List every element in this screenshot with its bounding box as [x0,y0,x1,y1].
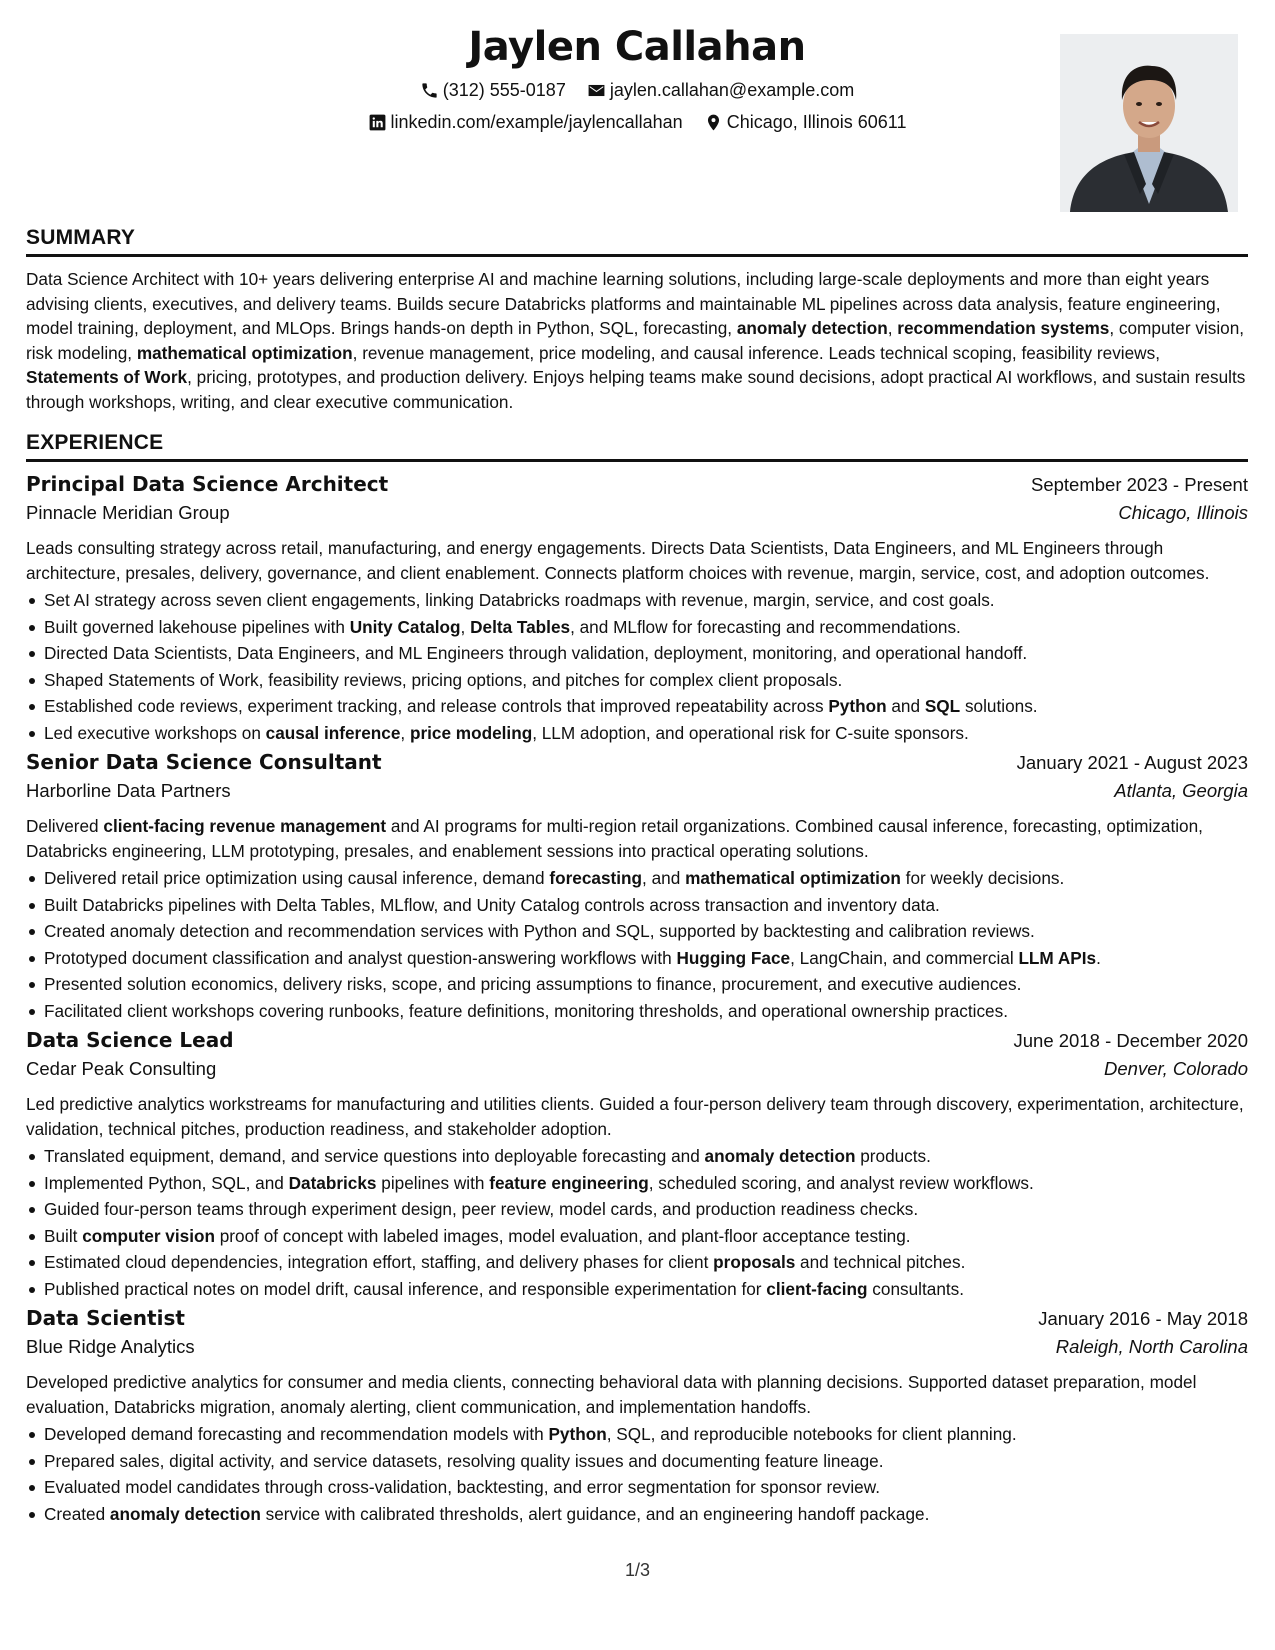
job-bullet: Prepared sales, digital activity, and service datasets, resolving quality issues and documenting feature lineage. [26,1448,1248,1475]
job-bullet: Established code reviews, experiment tracking, and release controls that improved repeatability across Python and SQL solutions. [26,693,1248,720]
job-description: Leads consulting strategy across retail, manufacturing, and energy engagements. Directs Data Scientists, Data Engineers, and ML Engineers through architecture, presales, delivery, governance, and client enablement. Connects platform choices with revenue, margin, service, cost, and adoption outcomes. [26,538,1210,583]
job-header [26,1028,1248,1058]
job-subheader [26,1336,1248,1368]
job-bullet: Facilitated client workshops covering runbooks, feature definitions, monitoring thresholds, and operational ownership practices. [26,998,1248,1025]
job-bullet: Built Databricks pipelines with Delta Tables, MLflow, and Unity Catalog controls across transaction and inventory data. [26,892,1248,919]
job-header [26,472,1248,502]
summary-heading: SUMMARY [26,226,1248,257]
job-bullet: Led executive workshops on causal inference, price modeling, LLM adoption, and operational risk for C-suite sponsors. [26,720,1248,747]
job-entry [26,472,1248,746]
job-bullet-list [26,865,1248,1024]
job-bullet: Delivered retail price optimization using causal inference, demand forecasting, and mathematical optimization for weekly decisions. [26,865,1248,892]
resume-header [26,0,1248,220]
resume-page [26,0,1248,1650]
job-bullet: Evaluated model candidates through cross-validation, backtesting, and error segmentation for sponsor review. [26,1474,1248,1501]
job-subheader [26,502,1248,534]
job-bullet: Published practical notes on model drift, causal inference, and responsible experimentation for client-facing consultants. [26,1276,1248,1303]
envelope-icon [587,81,606,100]
job-location: Raleigh, North Carolina [1055,1336,1248,1357]
job-dates: September 2023 - Present [1031,474,1248,495]
experience-section [26,431,1248,1527]
company-name: Cedar Peak Consulting [26,1058,217,1079]
company-name: Harborline Data Partners [26,780,231,801]
location-text: Chicago, Illinois 60611 [726,112,907,132]
company-name: Blue Ridge Analytics [26,1336,195,1357]
summary-section [26,226,1248,414]
profile-photo [1060,34,1238,212]
job-bullet: Built governed lakehouse pipelines with Unity Catalog, Delta Tables, and MLflow for forecasting and recommendations. [26,614,1248,641]
job-entry [26,1028,1248,1302]
job-bullet-list [26,1421,1248,1527]
job-bullet: Translated equipment, demand, and service questions into deployable forecasting and anomaly detection products. [26,1143,1248,1170]
job-description: Delivered client-facing revenue management and AI programs for multi-region retail organizations. Combined causal inference, forecasting, optimization, Databricks engineering, LLM prototyping, presales, and enablement sessions into practical operating solutions. [26,816,1203,861]
job-description: Led predictive analytics workstreams for manufacturing and utilities clients. Guided a four-person delivery team through discovery, experimentation, architecture, validation, technical pitches, production readiness, and stakeholder adoption. [26,1094,1244,1139]
job-bullet: Presented solution economics, delivery risks, scope, and pricing assumptions to finance, procurement, and executive audiences. [26,971,1248,998]
job-header [26,1306,1248,1336]
summary-text: Data Science Architect with 10+ years delivering enterprise AI and machine learning solutions, including large-scale deployments and more than eight years advising clients, executives, and delivery teams. Builds secure Databricks platforms and maintainable ML pipelines across data analysis, feature engineering, model training, deployment, and MLOps. Brings hands-on depth in Python, SQL, forecasting, anomaly detection, recommendation systems, computer vision, risk modeling, mathematical optimization, revenue management, price modeling, and causal inference. Leads technical scoping, feasibility reviews, Statements of Work, pricing, prototypes, and production delivery. Enjoys helping teams make sound decisions, adopt practical AI workflows, and sustain results through workshops, writing, and clear executive communication. [26,269,1246,412]
company-name: Pinnacle Meridian Group [26,502,230,523]
job-bullet: Built computer vision proof of concept with labeled images, model evaluation, and plant-floor acceptance testing. [26,1223,1248,1250]
job-subheader [26,1058,1248,1090]
email-text: jaylen.callahan@example.com [609,80,855,100]
candidate-name: Jaylen Callahan [468,24,806,70]
linkedin-icon [368,113,387,132]
job-description: Developed predictive analytics for consumer and media clients, connecting behavioral data with planning decisions. Supported dataset preparation, model evaluation, Databricks migration, anomaly alerting, client communication, and implementation handoffs. [26,1372,1197,1417]
job-dates: January 2021 - August 2023 [1016,752,1248,773]
job-bullet-list [26,587,1248,746]
job-title: Data Scientist [26,1306,185,1330]
job-bullet: Prototyped document classification and analyst question-answering workflows with Hugging Face, LangChain, and commercial LLM APIs. [26,945,1248,972]
job-entry [26,750,1248,1024]
job-bullet-list [26,1143,1248,1302]
phone-icon [420,81,439,100]
job-bullet: Set AI strategy across seven client engagements, linking Databricks roadmaps with revenue, margin, service, and cost goals. [26,587,1248,614]
job-dates: June 2018 - December 2020 [1013,1030,1248,1051]
job-title: Data Science Lead [26,1028,234,1052]
job-bullet: Developed demand forecasting and recommendation models with Python, SQL, and reproducible notebooks for client planning. [26,1421,1248,1448]
job-bullet: Shaped Statements of Work, feasibility reviews, pricing options, and pitches for complex client proposals. [26,667,1248,694]
contact-location [704,112,907,133]
job-entry [26,1306,1248,1527]
job-location: Atlanta, Georgia [1114,780,1248,801]
job-bullet: Created anomaly detection and recommendation services with Python and SQL, supported by backtesting and calibration reviews. [26,918,1248,945]
contact-phone [420,80,566,101]
experience-heading: EXPERIENCE [26,431,1248,462]
job-bullet: Created anomaly detection service with calibrated thresholds, alert guidance, and an engineering handoff package. [26,1501,1248,1528]
contact-linkedin[interactable] [368,112,683,133]
linkedin-text: linkedin.com/example/jaylencallahan [390,112,683,132]
job-bullet: Directed Data Scientists, Data Engineers, and ML Engineers through validation, deployment, monitoring, and operational handoff. [26,640,1248,667]
job-bullet: Estimated cloud dependencies, integration effort, staffing, and delivery phases for client proposals and technical pitches. [26,1249,1248,1276]
job-title: Senior Data Science Consultant [26,750,382,774]
job-dates: January 2016 - May 2018 [1038,1308,1248,1329]
job-subheader [26,780,1248,812]
job-title: Principal Data Science Architect [26,472,389,496]
page-number: 1/3 [624,1560,651,1580]
contact-email[interactable] [587,80,854,101]
phone-text: (312) 555-0187 [442,80,566,100]
job-bullet: Implemented Python, SQL, and Databricks pipelines with feature engineering, scheduled scoring, and analyst review workflows. [26,1170,1248,1197]
job-bullet: Guided four-person teams through experiment design, peer review, model cards, and production readiness checks. [26,1196,1248,1223]
job-list [26,472,1248,1527]
map-pin-icon [704,113,723,132]
job-location: Chicago, Illinois [1118,502,1248,523]
job-location: Denver, Colorado [1104,1058,1248,1079]
job-header [26,750,1248,780]
